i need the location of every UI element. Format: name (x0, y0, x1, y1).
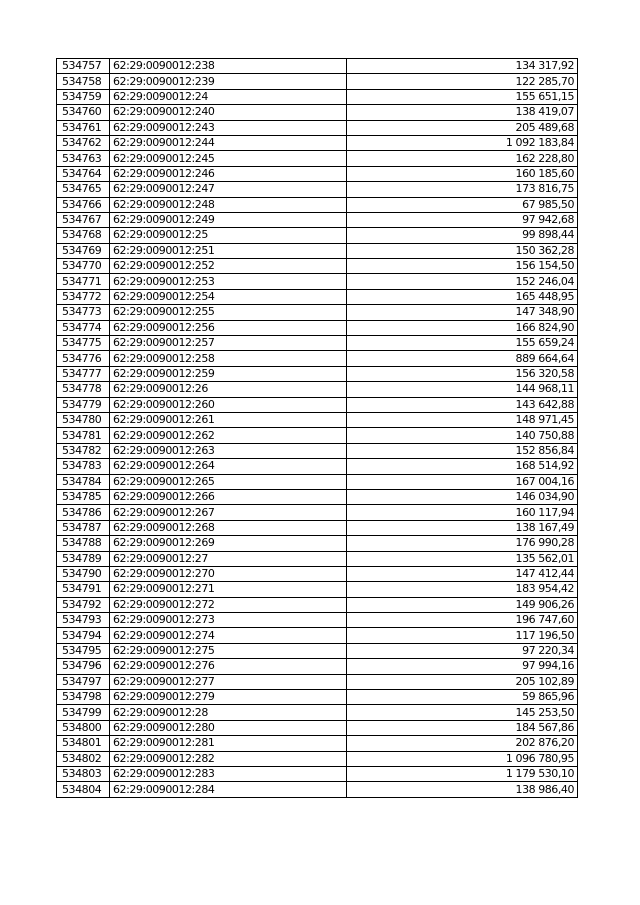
row-number-cell: 534764 (57, 166, 110, 181)
cadastral-value-cell: 149 906,26 (347, 597, 578, 612)
cadastral-value-cell: 155 659,24 (347, 336, 578, 351)
table-row (57, 320, 578, 335)
cadastral-number-cell: 62:29:0090012:261 (110, 412, 347, 427)
cadastral-value-cell: 196 747,60 (347, 613, 578, 628)
table-row (57, 412, 578, 427)
table-row (57, 566, 578, 581)
cadastral-value-cell: 184 567,86 (347, 720, 578, 735)
row-number-cell: 534772 (57, 289, 110, 304)
cadastral-number-cell: 62:29:0090012:269 (110, 536, 347, 551)
cadastral-value-cell: 160 117,94 (347, 505, 578, 520)
table-row (57, 582, 578, 597)
cadastral-number-cell: 62:29:0090012:276 (110, 659, 347, 674)
table-row (57, 520, 578, 535)
cadastral-value-cell: 167 004,16 (347, 474, 578, 489)
row-number-cell: 534776 (57, 351, 110, 366)
table-row (57, 505, 578, 520)
row-number-cell: 534768 (57, 228, 110, 243)
cadastral-number-cell: 62:29:0090012:280 (110, 720, 347, 735)
row-number-cell: 534798 (57, 690, 110, 705)
table-row (57, 628, 578, 643)
table-row (57, 459, 578, 474)
cadastral-number-cell: 62:29:0090012:26 (110, 382, 347, 397)
table-row (57, 489, 578, 504)
cadastral-value-cell: 202 876,20 (347, 736, 578, 751)
cadastral-value-cell: 152 246,04 (347, 274, 578, 289)
cadastral-number-cell: 62:29:0090012:281 (110, 736, 347, 751)
cadastral-number-cell: 62:29:0090012:262 (110, 428, 347, 443)
cadastral-value-cell: 122 285,70 (347, 74, 578, 89)
row-number-cell: 534785 (57, 489, 110, 504)
cadastral-number-cell: 62:29:0090012:257 (110, 336, 347, 351)
cadastral-value-cell: 144 968,11 (347, 382, 578, 397)
row-number-cell: 534771 (57, 274, 110, 289)
cadastral-value-cell: 166 824,90 (347, 320, 578, 335)
cadastral-number-cell: 62:29:0090012:253 (110, 274, 347, 289)
row-number-cell: 534795 (57, 643, 110, 658)
table-row (57, 151, 578, 166)
cadastral-value-cell: 138 167,49 (347, 520, 578, 535)
row-number-cell: 534799 (57, 705, 110, 720)
cadastral-number-cell: 62:29:0090012:255 (110, 305, 347, 320)
cadastral-value-cell: 135 562,01 (347, 551, 578, 566)
cadastral-value-cell: 173 816,75 (347, 182, 578, 197)
row-number-cell: 534766 (57, 197, 110, 212)
row-number-cell: 534770 (57, 259, 110, 274)
cadastral-value-cell: 150 362,28 (347, 243, 578, 258)
row-number-cell: 534775 (57, 336, 110, 351)
cadastral-value-cell: 138 986,40 (347, 782, 578, 797)
row-number-cell: 534784 (57, 474, 110, 489)
row-number-cell: 534797 (57, 674, 110, 689)
row-number-cell: 534761 (57, 120, 110, 135)
table-row (57, 597, 578, 612)
row-number-cell: 534778 (57, 382, 110, 397)
table-row (57, 782, 578, 797)
table-row (57, 135, 578, 150)
row-number-cell: 534791 (57, 582, 110, 597)
cadastral-value-cell: 97 942,68 (347, 212, 578, 227)
cadastral-value-cell: 162 228,80 (347, 151, 578, 166)
cadastral-value-cell: 1 092 183,84 (347, 135, 578, 150)
cadastral-number-cell: 62:29:0090012:270 (110, 566, 347, 581)
cadastral-number-cell: 62:29:0090012:265 (110, 474, 347, 489)
table-row (57, 243, 578, 258)
cadastral-number-cell: 62:29:0090012:245 (110, 151, 347, 166)
table-row (57, 766, 578, 781)
cadastral-number-cell: 62:29:0090012:263 (110, 443, 347, 458)
cadastral-number-cell: 62:29:0090012:24 (110, 89, 347, 104)
row-number-cell: 534801 (57, 736, 110, 751)
cadastral-value-cell: 156 154,50 (347, 259, 578, 274)
table-row (57, 74, 578, 89)
cadastral-number-cell: 62:29:0090012:271 (110, 582, 347, 597)
row-number-cell: 534790 (57, 566, 110, 581)
row-number-cell: 534762 (57, 135, 110, 150)
cadastral-value-cell: 148 971,45 (347, 412, 578, 427)
table-row (57, 274, 578, 289)
table-row (57, 613, 578, 628)
table-row (57, 551, 578, 566)
cadastral-number-cell: 62:29:0090012:239 (110, 74, 347, 89)
cadastral-number-cell: 62:29:0090012:252 (110, 259, 347, 274)
cadastral-number-cell: 62:29:0090012:246 (110, 166, 347, 181)
cadastral-number-cell: 62:29:0090012:275 (110, 643, 347, 658)
cadastral-value-cell: 140 750,88 (347, 428, 578, 443)
table-body (57, 59, 578, 798)
cadastral-value-cell: 97 220,34 (347, 643, 578, 658)
cadastral-value-cell: 889 664,64 (347, 351, 578, 366)
cadastral-value-cell: 99 898,44 (347, 228, 578, 243)
cadastral-number-cell: 62:29:0090012:268 (110, 520, 347, 535)
cadastral-value-cell: 1 179 530,10 (347, 766, 578, 781)
row-number-cell: 534773 (57, 305, 110, 320)
table-row (57, 736, 578, 751)
row-number-cell: 534793 (57, 613, 110, 628)
cadastral-number-cell: 62:29:0090012:243 (110, 120, 347, 135)
cadastral-number-cell: 62:29:0090012:272 (110, 597, 347, 612)
table-row (57, 659, 578, 674)
cadastral-value-cell: 147 412,44 (347, 566, 578, 581)
cadastral-value-cell: 143 642,88 (347, 397, 578, 412)
row-number-cell: 534774 (57, 320, 110, 335)
table-row (57, 720, 578, 735)
row-number-cell: 534804 (57, 782, 110, 797)
row-number-cell: 534803 (57, 766, 110, 781)
cadastral-value-cell: 145 253,50 (347, 705, 578, 720)
table-row (57, 336, 578, 351)
cadastral-value-cell: 205 102,89 (347, 674, 578, 689)
row-number-cell: 534769 (57, 243, 110, 258)
cadastral-number-cell: 62:29:0090012:284 (110, 782, 347, 797)
row-number-cell: 534787 (57, 520, 110, 535)
cadastral-value-cell: 67 985,50 (347, 197, 578, 212)
table-row (57, 690, 578, 705)
row-number-cell: 534786 (57, 505, 110, 520)
cadastral-number-cell: 62:29:0090012:267 (110, 505, 347, 520)
table-row (57, 474, 578, 489)
table-row (57, 105, 578, 120)
row-number-cell: 534781 (57, 428, 110, 443)
cadastral-number-cell: 62:29:0090012:247 (110, 182, 347, 197)
cadastral-value-cell: 97 994,16 (347, 659, 578, 674)
cadastral-number-cell: 62:29:0090012:248 (110, 197, 347, 212)
row-number-cell: 534763 (57, 151, 110, 166)
row-number-cell: 534765 (57, 182, 110, 197)
row-number-cell: 534782 (57, 443, 110, 458)
table-row (57, 351, 578, 366)
table-row (57, 443, 578, 458)
cadastral-value-cell: 183 954,42 (347, 582, 578, 597)
table-row (57, 305, 578, 320)
cadastral-number-cell: 62:29:0090012:259 (110, 366, 347, 381)
cadastral-number-cell: 62:29:0090012:273 (110, 613, 347, 628)
row-number-cell: 534788 (57, 536, 110, 551)
cadastral-value-cell: 156 320,58 (347, 366, 578, 381)
cadastral-value-cell: 117 196,50 (347, 628, 578, 643)
table-row (57, 751, 578, 766)
cadastral-value-cell: 165 448,95 (347, 289, 578, 304)
table-row (57, 536, 578, 551)
table-row (57, 259, 578, 274)
cadastral-number-cell: 62:29:0090012:249 (110, 212, 347, 227)
row-number-cell: 534760 (57, 105, 110, 120)
cadastral-number-cell: 62:29:0090012:264 (110, 459, 347, 474)
table-row (57, 397, 578, 412)
table-row (57, 197, 578, 212)
table-row (57, 674, 578, 689)
table-row (57, 428, 578, 443)
cadastral-value-cell: 147 348,90 (347, 305, 578, 320)
cadastral-value-cell: 155 651,15 (347, 89, 578, 104)
row-number-cell: 534802 (57, 751, 110, 766)
row-number-cell: 534759 (57, 89, 110, 104)
cadastral-number-cell: 62:29:0090012:277 (110, 674, 347, 689)
row-number-cell: 534789 (57, 551, 110, 566)
cadastral-number-cell: 62:29:0090012:283 (110, 766, 347, 781)
table-row (57, 120, 578, 135)
cadastral-number-cell: 62:29:0090012:260 (110, 397, 347, 412)
table-row (57, 228, 578, 243)
cadastral-number-cell: 62:29:0090012:240 (110, 105, 347, 120)
cadastral-number-cell: 62:29:0090012:251 (110, 243, 347, 258)
cadastral-value-cell: 160 185,60 (347, 166, 578, 181)
table-row (57, 212, 578, 227)
row-number-cell: 534757 (57, 59, 110, 74)
table-row (57, 382, 578, 397)
cadastral-number-cell: 62:29:0090012:274 (110, 628, 347, 643)
cadastral-value-cell: 134 317,92 (347, 59, 578, 74)
table-row (57, 366, 578, 381)
cadastral-number-cell: 62:29:0090012:244 (110, 135, 347, 150)
cadastral-value-cell: 152 856,84 (347, 443, 578, 458)
cadastral-number-cell: 62:29:0090012:27 (110, 551, 347, 566)
cadastral-value-table (56, 58, 578, 798)
table-row (57, 59, 578, 74)
row-number-cell: 534800 (57, 720, 110, 735)
cadastral-value-cell: 146 034,90 (347, 489, 578, 504)
cadastral-number-cell: 62:29:0090012:25 (110, 228, 347, 243)
cadastral-value-cell: 1 096 780,95 (347, 751, 578, 766)
cadastral-value-cell: 168 514,92 (347, 459, 578, 474)
table-row (57, 643, 578, 658)
cadastral-number-cell: 62:29:0090012:279 (110, 690, 347, 705)
row-number-cell: 534780 (57, 412, 110, 427)
cadastral-number-cell: 62:29:0090012:258 (110, 351, 347, 366)
row-number-cell: 534767 (57, 212, 110, 227)
cadastral-value-cell: 138 419,07 (347, 105, 578, 120)
row-number-cell: 534783 (57, 459, 110, 474)
cadastral-number-cell: 62:29:0090012:256 (110, 320, 347, 335)
table-row (57, 705, 578, 720)
table-row (57, 166, 578, 181)
row-number-cell: 534792 (57, 597, 110, 612)
row-number-cell: 534777 (57, 366, 110, 381)
cadastral-number-cell: 62:29:0090012:282 (110, 751, 347, 766)
cadastral-number-cell: 62:29:0090012:266 (110, 489, 347, 504)
row-number-cell: 534779 (57, 397, 110, 412)
cadastral-value-cell: 205 489,68 (347, 120, 578, 135)
table-row (57, 289, 578, 304)
cadastral-number-cell: 62:29:0090012:28 (110, 705, 347, 720)
cadastral-number-cell: 62:29:0090012:238 (110, 59, 347, 74)
cadastral-value-cell: 176 990,28 (347, 536, 578, 551)
cadastral-number-cell: 62:29:0090012:254 (110, 289, 347, 304)
cadastral-value-cell: 59 865,96 (347, 690, 578, 705)
table-row (57, 182, 578, 197)
table-row (57, 89, 578, 104)
row-number-cell: 534796 (57, 659, 110, 674)
row-number-cell: 534794 (57, 628, 110, 643)
row-number-cell: 534758 (57, 74, 110, 89)
